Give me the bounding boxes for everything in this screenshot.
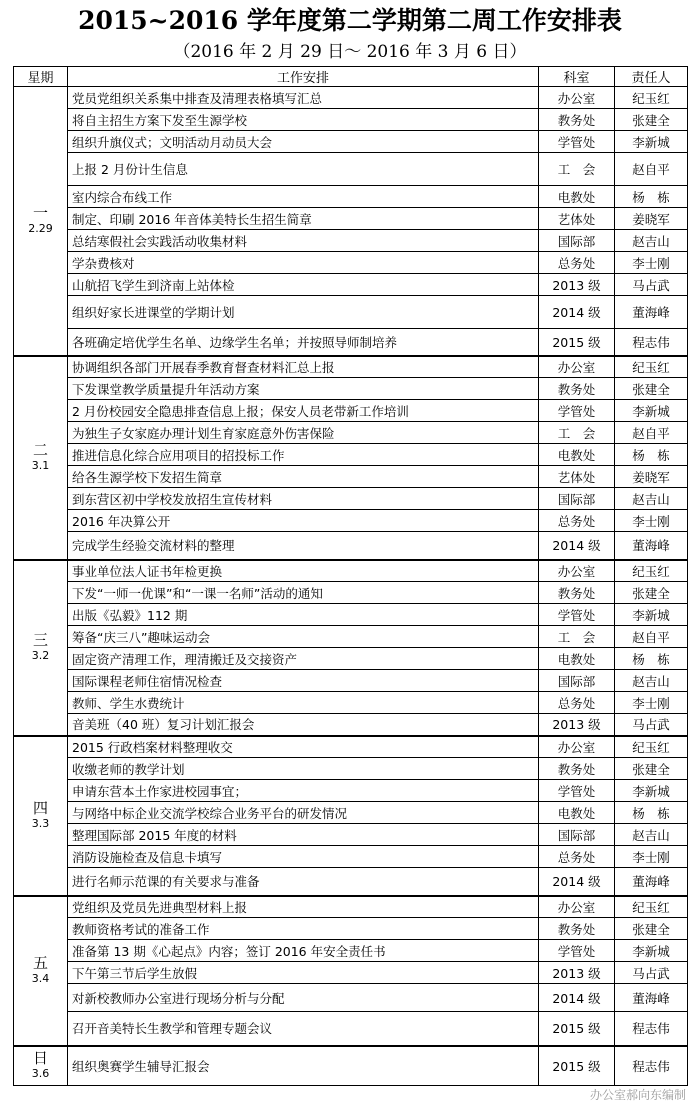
table-row	[14, 802, 688, 824]
person-cell: 纪玉红	[615, 736, 688, 758]
person-cell: 赵自平	[615, 626, 688, 648]
task-cell: 固定资产清理工作，理清搬迁及交接资产	[68, 648, 539, 670]
task-cell: 进行名师示范课的有关要求与准备	[68, 868, 539, 896]
person-cell: 马占武	[615, 714, 688, 736]
table-row	[14, 780, 688, 802]
dept-cell: 总务处	[539, 692, 615, 714]
person-cell: 董海峰	[615, 532, 688, 560]
weekday-date: 3.3	[31, 816, 50, 830]
dept-cell: 办公室	[539, 896, 615, 918]
table-row	[14, 208, 688, 230]
day-cell	[14, 560, 68, 736]
table-row	[14, 1012, 688, 1046]
table-row	[14, 329, 688, 356]
person-cell: 李新城	[615, 400, 688, 422]
weekday-date: 3.1	[31, 458, 50, 472]
person-cell: 杨 栋	[615, 444, 688, 466]
table-row	[14, 252, 688, 274]
dept-cell: 艺体处	[539, 208, 615, 230]
header-task: 工作安排	[68, 67, 539, 87]
day-cell	[14, 356, 68, 560]
dept-cell: 办公室	[539, 736, 615, 758]
table-row	[14, 296, 688, 329]
table-row	[14, 560, 688, 582]
person-cell: 赵自平	[615, 153, 688, 186]
table-row	[14, 400, 688, 422]
person-cell: 杨 栋	[615, 186, 688, 208]
task-cell: 组织奥赛学生辅导汇报会	[68, 1046, 539, 1086]
dept-cell: 办公室	[539, 356, 615, 378]
table-row	[14, 692, 688, 714]
table-row	[14, 984, 688, 1012]
weekday-label: 日	[32, 1048, 48, 1067]
dept-cell: 教务处	[539, 109, 615, 131]
person-cell: 马占武	[615, 274, 688, 296]
dept-cell: 2013 级	[539, 962, 615, 984]
dept-cell: 教务处	[539, 582, 615, 604]
header-person: 责任人	[615, 67, 688, 87]
dept-cell: 国际部	[539, 488, 615, 510]
table-row	[14, 274, 688, 296]
task-cell: 为独生子女家庭办理计划生育家庭意外伤害保险	[68, 422, 539, 444]
dept-cell: 2013 级	[539, 714, 615, 736]
day-cell	[14, 736, 68, 896]
table-row	[14, 510, 688, 532]
table-row	[14, 230, 688, 252]
person-cell: 赵自平	[615, 422, 688, 444]
dept-cell: 工 会	[539, 626, 615, 648]
task-cell: 将自主招生方案下发至生源学校	[68, 109, 539, 131]
dept-cell: 2013 级	[539, 274, 615, 296]
dept-cell: 国际部	[539, 230, 615, 252]
person-cell: 赵吉山	[615, 670, 688, 692]
weekday-date: 3.2	[31, 648, 50, 662]
dept-cell: 教务处	[539, 918, 615, 940]
person-cell: 杨 栋	[615, 802, 688, 824]
task-cell: 下发课堂教学质量提升年活动方案	[68, 378, 539, 400]
task-cell: 出版《弘毅》112 期	[68, 604, 539, 626]
task-cell: 下发“一师一优课”和“一课一名师”活动的通知	[68, 582, 539, 604]
header-day: 星期	[14, 67, 68, 87]
footer-credit: 办公室郝向东编制	[589, 1088, 686, 1102]
task-cell: 组织升旗仪式；文明活动月动员大会	[68, 131, 539, 153]
person-cell: 纪玉红	[615, 87, 688, 109]
task-cell: 与网络中标企业交流学校综合业务平台的研发情况	[68, 802, 539, 824]
task-cell: 下午第三节后学生放假	[68, 962, 539, 984]
dept-cell: 总务处	[539, 252, 615, 274]
person-cell: 李新城	[615, 604, 688, 626]
person-cell: 董海峰	[615, 984, 688, 1012]
day-cell	[14, 1046, 68, 1086]
table-row	[14, 466, 688, 488]
person-cell: 张建全	[615, 582, 688, 604]
table-header-row	[14, 67, 688, 87]
task-cell: 申请东营本土作家进校园事宜；	[68, 780, 539, 802]
table-row	[14, 918, 688, 940]
person-cell: 姜晓军	[615, 466, 688, 488]
dept-cell: 工 会	[539, 422, 615, 444]
task-cell: 党员党组织关系集中排查及清理表格填写汇总	[68, 87, 539, 109]
task-cell: 协调组织各部门开展春季教育督查材料汇总上报	[68, 356, 539, 378]
person-cell: 姜晓军	[615, 208, 688, 230]
task-cell: 推进信息化综合应用项目的招投标工作	[68, 444, 539, 466]
day-cell	[14, 896, 68, 1046]
table-row	[14, 422, 688, 444]
person-cell: 董海峰	[615, 868, 688, 896]
dept-cell: 电教处	[539, 186, 615, 208]
table-row	[14, 131, 688, 153]
task-cell: 各班确定培优学生名单、边缘学生名单；并按照导师制培养	[68, 329, 539, 356]
dept-cell: 总务处	[539, 510, 615, 532]
weekday-label: 三	[32, 630, 48, 649]
task-cell: 准备第 13 期《心起点》内容；签订 2016 年安全责任书	[68, 940, 539, 962]
table-row	[14, 488, 688, 510]
dept-cell: 教务处	[539, 378, 615, 400]
person-cell: 李士刚	[615, 692, 688, 714]
dept-cell: 2014 级	[539, 296, 615, 329]
dept-cell: 2015 级	[539, 329, 615, 356]
task-cell: 党组织及党员先进典型材料上报	[68, 896, 539, 918]
table-row	[14, 846, 688, 868]
person-cell: 张建全	[615, 758, 688, 780]
day-cell	[14, 87, 68, 356]
table-row	[14, 87, 688, 109]
person-cell: 程志伟	[615, 1012, 688, 1046]
table-row	[14, 153, 688, 186]
task-cell: 音美班（40 班）复习计划汇报会	[68, 714, 539, 736]
weekday-date: 3.4	[31, 971, 50, 985]
table-row	[14, 868, 688, 896]
page-title: 2015~2016 学年度第二学期第二周工作安排表	[78, 6, 622, 35]
task-cell: 山航招飞学生到济南上站体检	[68, 274, 539, 296]
task-cell: 2015 行政档案材料整理收交	[68, 736, 539, 758]
dept-cell: 艺体处	[539, 466, 615, 488]
dept-cell: 国际部	[539, 824, 615, 846]
table-row	[14, 736, 688, 758]
dept-cell: 学管处	[539, 940, 615, 962]
dept-cell: 2015 级	[539, 1012, 615, 1046]
dept-cell: 电教处	[539, 802, 615, 824]
table-row	[14, 444, 688, 466]
dept-cell: 2014 级	[539, 984, 615, 1012]
table-row	[14, 648, 688, 670]
person-cell: 程志伟	[615, 329, 688, 356]
dept-cell: 总务处	[539, 846, 615, 868]
dept-cell: 2014 级	[539, 868, 615, 896]
table-row	[14, 714, 688, 736]
person-cell: 马占武	[615, 962, 688, 984]
schedule-body	[14, 87, 688, 1086]
task-cell: 召开音美特长生教学和管理专题会议	[68, 1012, 539, 1046]
weekday-date: 2.29	[28, 221, 53, 235]
task-cell: 整理国际部 2015 年度的材料	[68, 824, 539, 846]
person-cell: 杨 栋	[615, 648, 688, 670]
dept-cell: 办公室	[539, 560, 615, 582]
person-cell: 李士刚	[615, 252, 688, 274]
task-cell: 制定、印刷 2016 年音体美特长生招生简章	[68, 208, 539, 230]
weekday-label: 二	[32, 440, 48, 459]
person-cell: 赵吉山	[615, 488, 688, 510]
person-cell: 程志伟	[615, 1046, 688, 1086]
dept-cell: 学管处	[539, 604, 615, 626]
table-row	[14, 378, 688, 400]
dept-cell: 2015 级	[539, 1046, 615, 1086]
task-cell: 组织好家长进课堂的学期计划	[68, 296, 539, 329]
table-row	[14, 604, 688, 626]
dept-cell: 学管处	[539, 131, 615, 153]
table-row	[14, 626, 688, 648]
table-row	[14, 962, 688, 984]
table-row	[14, 758, 688, 780]
dept-cell: 工 会	[539, 153, 615, 186]
table-row	[14, 670, 688, 692]
dept-cell: 学管处	[539, 400, 615, 422]
date-range-subtitle: （2016 年 2 月 29 日～ 2016 年 3 月 6 日）	[173, 42, 527, 62]
task-cell: 事业单位法人证书年检更换	[68, 560, 539, 582]
task-cell: 给各生源学校下发招生简章	[68, 466, 539, 488]
table-row	[14, 356, 688, 378]
task-cell: 对新校教师办公室进行现场分析与分配	[68, 984, 539, 1012]
schedule-table	[13, 66, 688, 1086]
person-cell: 纪玉红	[615, 356, 688, 378]
task-cell: 教师资格考试的准备工作	[68, 918, 539, 940]
table-row	[14, 186, 688, 208]
person-cell: 李士刚	[615, 510, 688, 532]
table-row	[14, 1046, 688, 1086]
task-cell: 室内综合布线工作	[68, 186, 539, 208]
task-cell: 消防设施检查及信息卡填写	[68, 846, 539, 868]
task-cell: 学杂费核对	[68, 252, 539, 274]
table-row	[14, 824, 688, 846]
table-row	[14, 896, 688, 918]
person-cell: 李新城	[615, 940, 688, 962]
weekday-label: 一	[32, 203, 48, 222]
person-cell: 赵吉山	[615, 824, 688, 846]
person-cell: 纪玉红	[615, 560, 688, 582]
person-cell: 李士刚	[615, 846, 688, 868]
header-dept: 科室	[539, 67, 615, 87]
person-cell: 李新城	[615, 131, 688, 153]
person-cell: 纪玉红	[615, 896, 688, 918]
person-cell: 李新城	[615, 780, 688, 802]
task-cell: 上报 2 月份计生信息	[68, 153, 539, 186]
dept-cell: 办公室	[539, 87, 615, 109]
task-cell: 教师、学生水费统计	[68, 692, 539, 714]
table-row	[14, 582, 688, 604]
person-cell: 赵吉山	[615, 230, 688, 252]
task-cell: 2016 年决算公开	[68, 510, 539, 532]
dept-cell: 电教处	[539, 648, 615, 670]
task-cell: 完成学生经验交流材料的整理	[68, 532, 539, 560]
task-cell: 收缴老师的教学计划	[68, 758, 539, 780]
dept-cell: 2014 级	[539, 532, 615, 560]
task-cell: 总结寒假社会实践活动收集材料	[68, 230, 539, 252]
task-cell: 国际课程老师住宿情况检查	[68, 670, 539, 692]
person-cell: 董海峰	[615, 296, 688, 329]
dept-cell: 学管处	[539, 780, 615, 802]
dept-cell: 国际部	[539, 670, 615, 692]
person-cell: 张建全	[615, 109, 688, 131]
dept-cell: 电教处	[539, 444, 615, 466]
task-cell: 筹备“庆三八”趣味运动会	[68, 626, 539, 648]
table-row	[14, 109, 688, 131]
person-cell: 张建全	[615, 378, 688, 400]
table-row	[14, 940, 688, 962]
table-row	[14, 532, 688, 560]
task-cell: 2 月份校园安全隐患排查信息上报；保安人员老带新工作培训	[68, 400, 539, 422]
weekday-label: 五	[32, 953, 48, 972]
task-cell: 到东营区初中学校发放招生宣传材料	[68, 488, 539, 510]
dept-cell: 教务处	[539, 758, 615, 780]
weekday-label: 四	[32, 798, 48, 817]
weekday-date: 3.6	[31, 1066, 50, 1080]
person-cell: 张建全	[615, 918, 688, 940]
